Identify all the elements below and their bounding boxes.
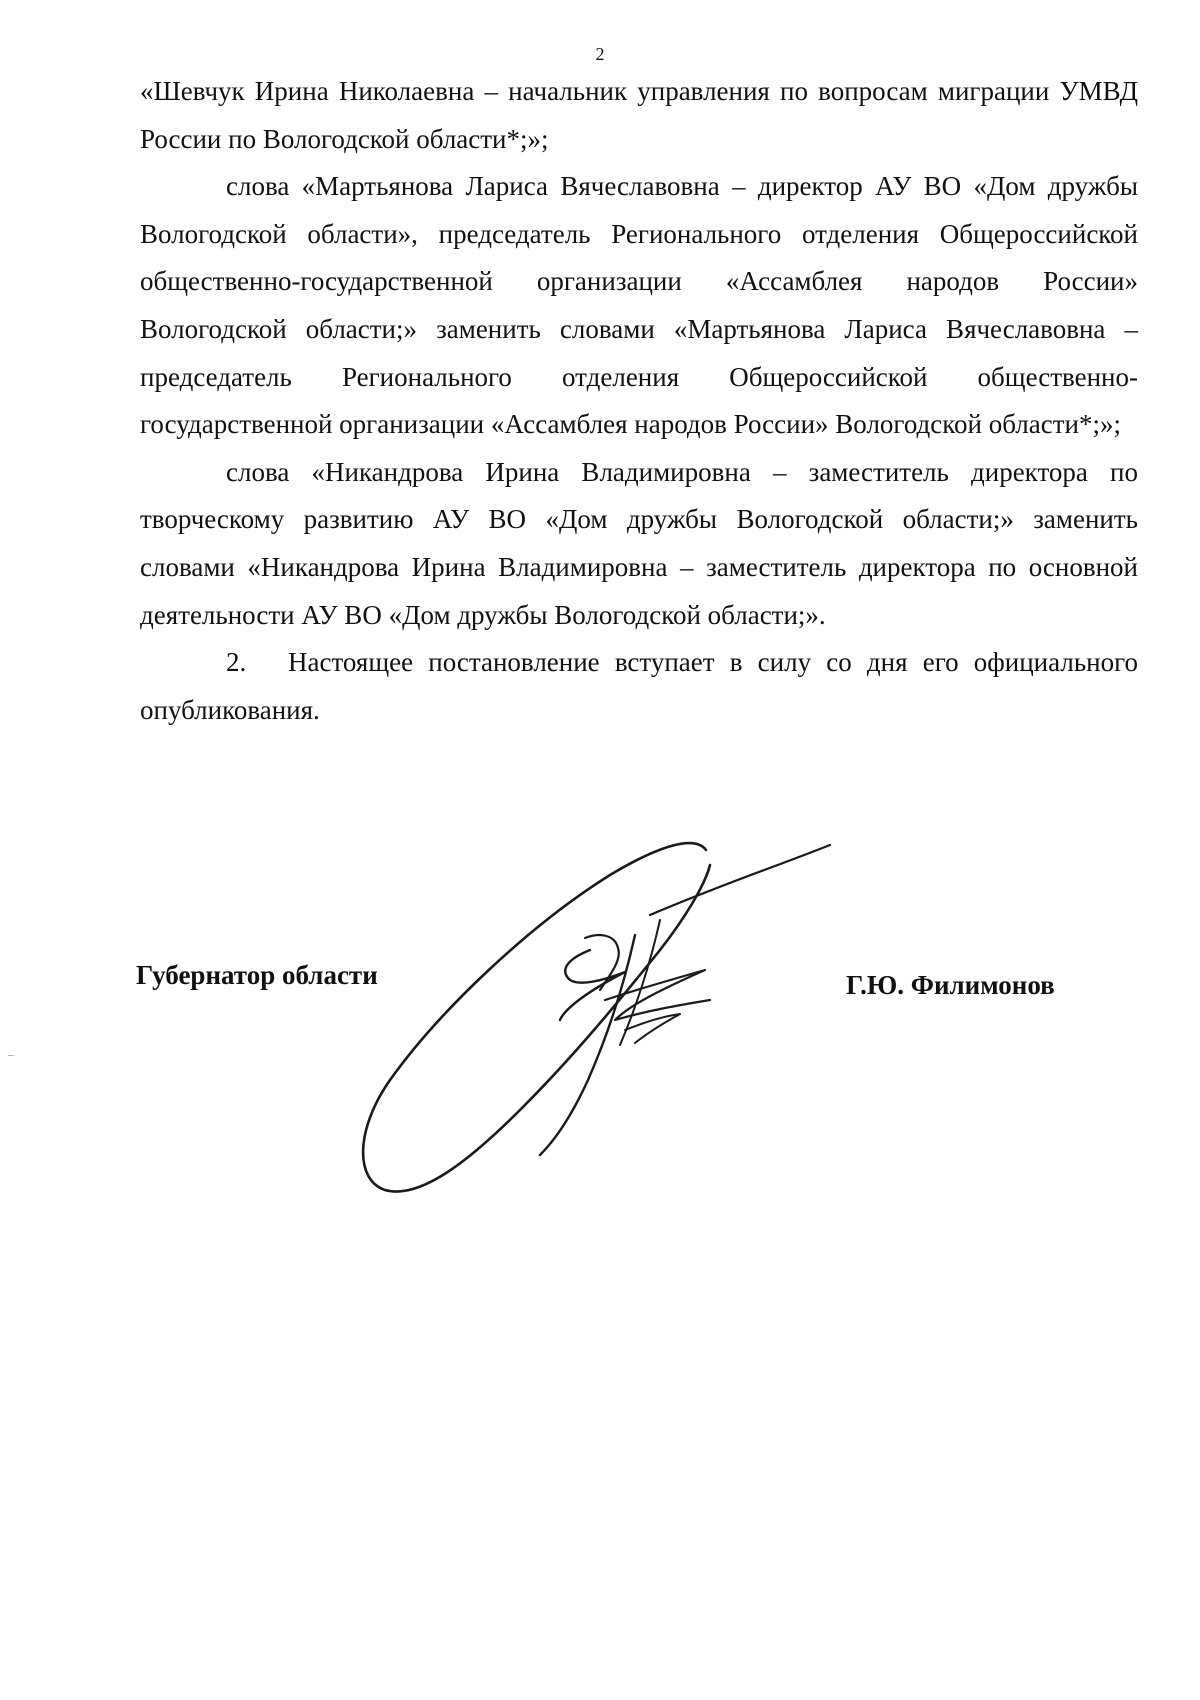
signer-title: Губернатор области [136, 960, 378, 990]
paragraph-nikandrova: слова «Никандрова Ирина Владимировна – заместитель директора по творческому развитию АУ ВО «Дом дружбы Вологодской области;» заменить словами «Никандрова Ирина Владимировна – заместитель директора по основной деятельности АУ ВО «Дом дружбы Вологодской области;». [140, 456, 1138, 630]
paragraph-shevchuk: «Шевчук Ирина Николаевна – начальник управления по вопросам миграции УМВД России по Вологодской области*;»; [140, 76, 1138, 154]
page-number: 2 [595, 44, 605, 64]
signer-name: Г.Ю. Филимонов [846, 970, 1055, 1000]
margin-mark [8, 1055, 14, 1056]
paragraph-martyanova: слова «Мартьянова Лариса Вячеславовна – директор АУ ВО «Дом дружбы Вологодской области», председатель Регионального отделения Общероссийской общественно-государственной организации «Ассамблея народов России» Вологодской области;» заменить словами «Мартьянова Лариса Вячеславовна – председатель Регионального отделения Общероссийской общественно-государственной организации «Ассамблея народов России» Вологодской области*;»; [140, 171, 1138, 440]
item-number: 2. [226, 647, 247, 678]
handwritten-signature [360, 840, 920, 1220]
item-text: Настоящее постановление вступает в силу со дня его официального опубликования. [140, 647, 1138, 725]
document-body [140, 68, 1138, 734]
paragraph-item-2 [140, 639, 1138, 734]
